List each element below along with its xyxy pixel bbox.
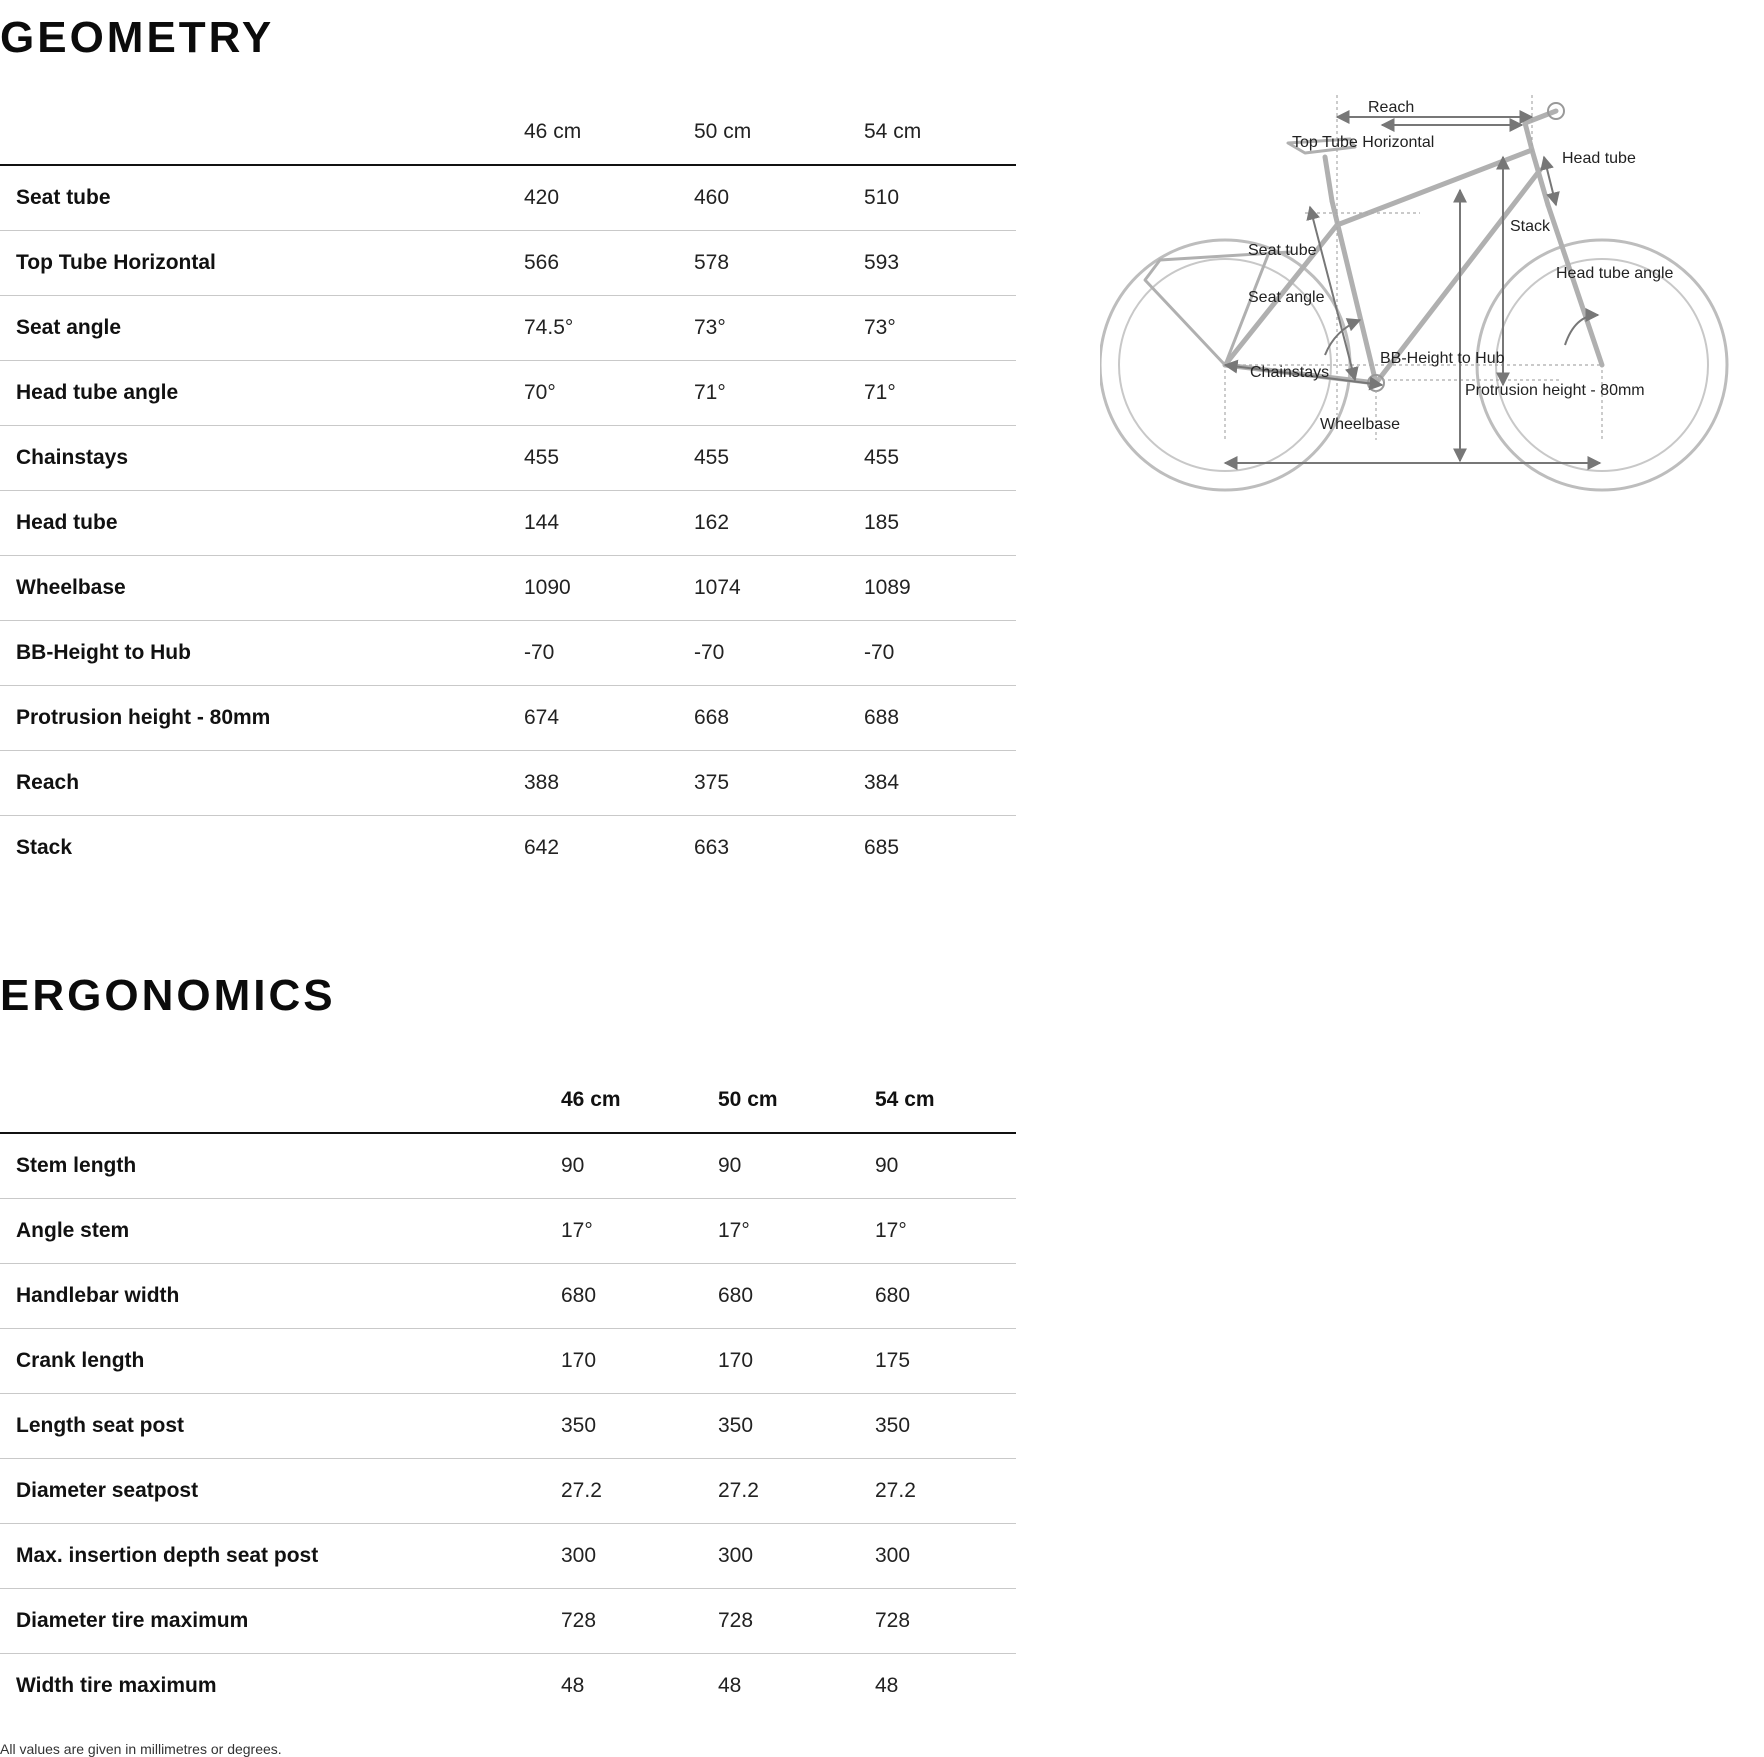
diagram-label-head-tube-angle: Head tube angle (1556, 265, 1674, 282)
row-value: 17° (702, 1199, 859, 1264)
row-value: 17° (545, 1199, 702, 1264)
table-row (0, 165, 1016, 231)
diagram-label-protrusion: Protrusion height - 80mm (1465, 382, 1645, 399)
ergonomics-header-46cm: 46 cm (545, 1068, 702, 1133)
geometry-title: GEOMETRY (0, 13, 275, 62)
row-value: 350 (859, 1394, 1016, 1459)
row-value: 73° (848, 296, 1016, 361)
row-label: Width tire maximum (16, 1674, 217, 1697)
ergonomics-header-blank (0, 1068, 545, 1133)
row-value: 455 (508, 426, 678, 491)
row-value: 688 (848, 686, 1016, 751)
row-label: Seat tube (0, 165, 508, 231)
row-value: 90 (702, 1133, 859, 1199)
row-label: Diameter tire maximum (0, 1589, 545, 1654)
row-value: 185 (848, 491, 1016, 556)
row-value: 17° (859, 1199, 1016, 1264)
footnote: All values are given in millimetres or degrees. (0, 1741, 282, 1757)
row-value: 460 (678, 165, 848, 231)
row-value: 48 (561, 1674, 585, 1697)
row-value: 455 (678, 426, 848, 491)
table-row (0, 1199, 1016, 1264)
row-value: 566 (508, 231, 678, 296)
row-value: 144 (508, 491, 678, 556)
row-value: 728 (702, 1589, 859, 1654)
row-value: 48 (875, 1674, 899, 1697)
diagram-label-seat-tube: Seat tube (1248, 242, 1317, 259)
geometry-table (0, 100, 1016, 880)
table-row (0, 426, 1016, 491)
ergonomics-header-54cm: 54 cm (859, 1068, 1016, 1133)
row-value: 685 (864, 836, 900, 859)
row-value: 680 (702, 1264, 859, 1329)
row-value: 680 (859, 1264, 1016, 1329)
row-value: 74.5° (508, 296, 678, 361)
table-row (0, 296, 1016, 361)
table-row (0, 751, 1016, 816)
row-value: 300 (545, 1524, 702, 1589)
row-value: 27.2 (702, 1459, 859, 1524)
row-label: Angle stem (0, 1199, 545, 1264)
diagram-label-stack: Stack (1510, 218, 1551, 235)
row-label: Crank length (0, 1329, 545, 1394)
row-label: Diameter seatpost (0, 1459, 545, 1524)
row-value: 27.2 (545, 1459, 702, 1524)
row-label: Reach (0, 751, 508, 816)
row-value: 510 (848, 165, 1016, 231)
row-value: 1089 (848, 556, 1016, 621)
row-value: -70 (678, 621, 848, 686)
row-value: 170 (545, 1329, 702, 1394)
row-label: Chainstays (0, 426, 508, 491)
row-value: 170 (702, 1329, 859, 1394)
row-value: 680 (545, 1264, 702, 1329)
row-value: 300 (859, 1524, 1016, 1589)
row-value: 578 (678, 231, 848, 296)
bike-frame (1145, 111, 1602, 383)
row-value: 71° (678, 361, 848, 426)
table-row (0, 231, 1016, 296)
row-value: 90 (545, 1133, 702, 1199)
row-value: 593 (848, 231, 1016, 296)
row-value: 1074 (678, 556, 848, 621)
ergonomics-title: ERGONOMICS (0, 971, 336, 1020)
row-value: 420 (508, 165, 678, 231)
table-row (0, 1524, 1016, 1589)
row-label: Length seat post (0, 1394, 545, 1459)
row-value: 350 (702, 1394, 859, 1459)
diagram-label-chainstays: Chainstays (1250, 364, 1330, 381)
row-label: Max. insertion depth seat post (0, 1524, 545, 1589)
table-row (0, 491, 1016, 556)
table-row (0, 1329, 1016, 1394)
geometry-header-blank (0, 100, 508, 165)
ergonomics-header-row (0, 1068, 1016, 1133)
table-row (0, 1654, 1016, 1719)
row-value: 642 (524, 836, 560, 859)
geometry-header-row (0, 100, 1016, 165)
row-value: 300 (702, 1524, 859, 1589)
table-row (0, 686, 1016, 751)
row-value: 70° (508, 361, 678, 426)
table-row (0, 1264, 1016, 1329)
geometry-table-body (0, 165, 1016, 880)
diagram-label-seat-angle: Seat angle (1248, 289, 1325, 306)
row-value: 90 (859, 1133, 1016, 1199)
row-value: 375 (678, 751, 848, 816)
diagram-label-head-tube: Head tube (1562, 150, 1636, 167)
row-value: 384 (848, 751, 1016, 816)
row-label: Top Tube Horizontal (0, 231, 508, 296)
row-value: 728 (859, 1589, 1016, 1654)
row-value: 27.2 (859, 1459, 1016, 1524)
geometry-header-46cm: 46 cm (508, 100, 678, 165)
ergonomics-table-body (0, 1133, 1016, 1718)
geometry-header-50cm: 50 cm (678, 100, 848, 165)
row-label: BB-Height to Hub (0, 621, 508, 686)
row-label: Head tube (0, 491, 508, 556)
table-row (0, 1459, 1016, 1524)
ergonomics-table (0, 1068, 1016, 1718)
row-label: Stem length (0, 1133, 545, 1199)
row-label: Handlebar width (0, 1264, 545, 1329)
table-row (0, 361, 1016, 426)
row-label: Seat angle (0, 296, 508, 361)
row-label: Head tube angle (0, 361, 508, 426)
geometry-header-54cm: 54 cm (848, 100, 1016, 165)
row-value: 668 (678, 686, 848, 751)
diagram-label-reach: Reach (1368, 99, 1415, 116)
row-value: 350 (545, 1394, 702, 1459)
row-label: Protrusion height - 80mm (0, 686, 508, 751)
table-row (0, 1589, 1016, 1654)
table-row (0, 816, 1016, 881)
table-row (0, 1133, 1016, 1199)
row-value: 663 (694, 836, 730, 859)
row-value: 175 (859, 1329, 1016, 1394)
row-value: 73° (678, 296, 848, 361)
row-value: 1090 (508, 556, 678, 621)
row-value: 388 (508, 751, 678, 816)
bike-geometry-diagram (1100, 95, 1760, 505)
row-value: 71° (848, 361, 1016, 426)
table-row (0, 556, 1016, 621)
row-value: 455 (848, 426, 1016, 491)
row-value: 674 (508, 686, 678, 751)
diagram-label-wheelbase: Wheelbase (1320, 416, 1401, 433)
ergonomics-header-50cm: 50 cm (702, 1068, 859, 1133)
row-value: 728 (545, 1589, 702, 1654)
row-value: 162 (678, 491, 848, 556)
table-row (0, 621, 1016, 686)
diagram-label-bb-height: BB-Height to Hub (1380, 350, 1505, 367)
row-value: 48 (718, 1674, 742, 1697)
row-label: Wheelbase (0, 556, 508, 621)
row-value: -70 (848, 621, 1016, 686)
table-row (0, 1394, 1016, 1459)
row-value: -70 (508, 621, 678, 686)
row-label: Stack (16, 836, 73, 859)
diagram-label-top-tube: Top Tube Horizontal (1292, 134, 1435, 151)
